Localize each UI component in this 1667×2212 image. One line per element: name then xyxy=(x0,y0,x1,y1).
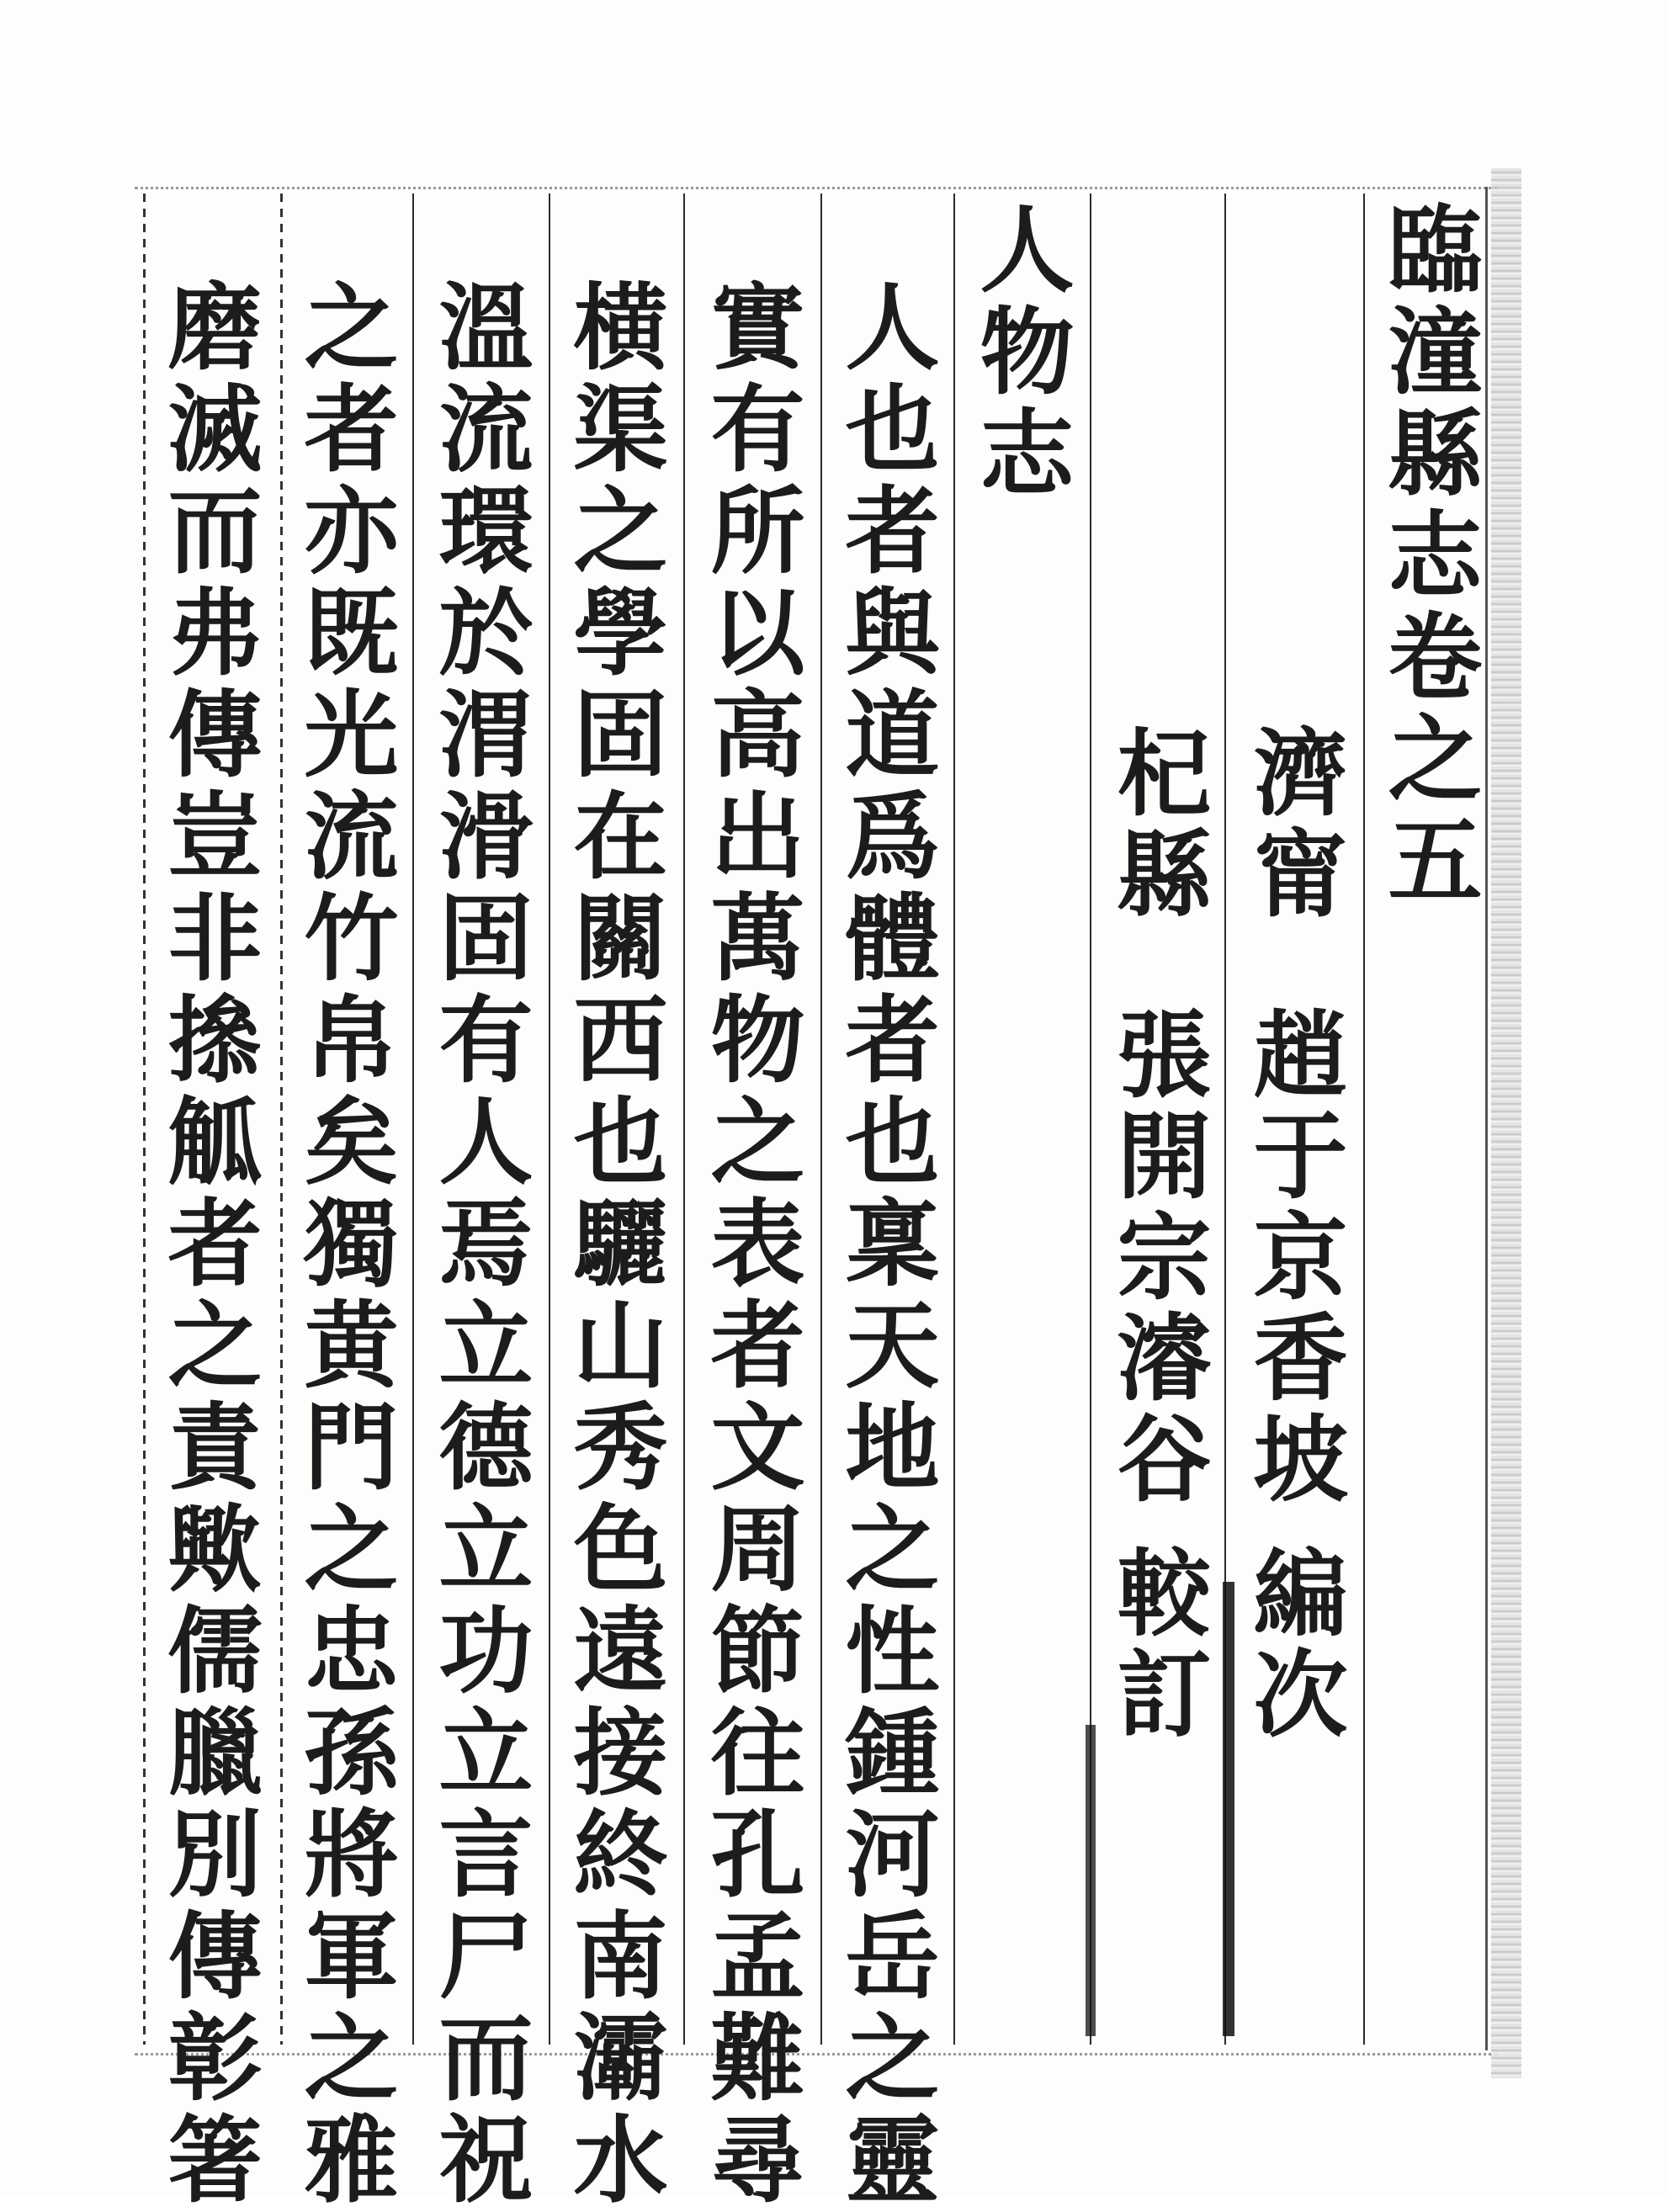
body-column: 横渠之學固在關西也驪山秀色遠接終南灞水 xyxy=(558,278,668,2212)
column-rule xyxy=(953,194,955,2045)
body-column: 溫流環於渭滑固有人焉立德立功立言尸而祝 xyxy=(423,278,534,2212)
column-rule xyxy=(143,194,146,2045)
proofreader-origin: 杞縣 xyxy=(1102,724,1212,926)
compiler-name: 趙于京香坡 xyxy=(1238,1005,1348,1510)
proofreader-role: 較訂 xyxy=(1102,1544,1212,1746)
ink-smudge xyxy=(1223,1582,1234,2036)
column-rule xyxy=(683,194,685,2045)
compiler-line xyxy=(1238,724,1348,1746)
body-column: 人也者與道爲體者也稟天地之性鍾河岳之靈 xyxy=(830,278,940,2212)
proofreader-name: 張開宗濬谷 xyxy=(1102,1005,1212,1510)
volume-title: 臨潼縣志卷之五 xyxy=(1372,200,1483,913)
column-rule xyxy=(280,194,283,2045)
page-edge-shading xyxy=(1491,168,1521,2078)
compiler-origin: 濟甯 xyxy=(1238,724,1348,926)
ink-smudge xyxy=(1086,1725,1096,2036)
body-column: 磨滅而弗傳豈非撡觚者之責歟儒臘別傳彰箸 xyxy=(152,278,263,2212)
column-rule xyxy=(820,194,822,2045)
body-column: 實有所以高出萬物之表者文周節往孔孟難尋 xyxy=(695,278,805,2212)
section-heading: 人物志 xyxy=(964,200,1075,506)
proofreader-line xyxy=(1102,724,1212,1746)
page-edge-rule xyxy=(1485,187,1488,2050)
column-rule xyxy=(549,194,550,2045)
body-column: 之者亦既光流竹帛矣獨黄門之忠孫將軍之雅 xyxy=(289,278,399,2212)
column-rule xyxy=(412,194,414,2045)
column-rule xyxy=(1363,194,1365,2045)
compiler-role: 編次 xyxy=(1238,1544,1348,1746)
